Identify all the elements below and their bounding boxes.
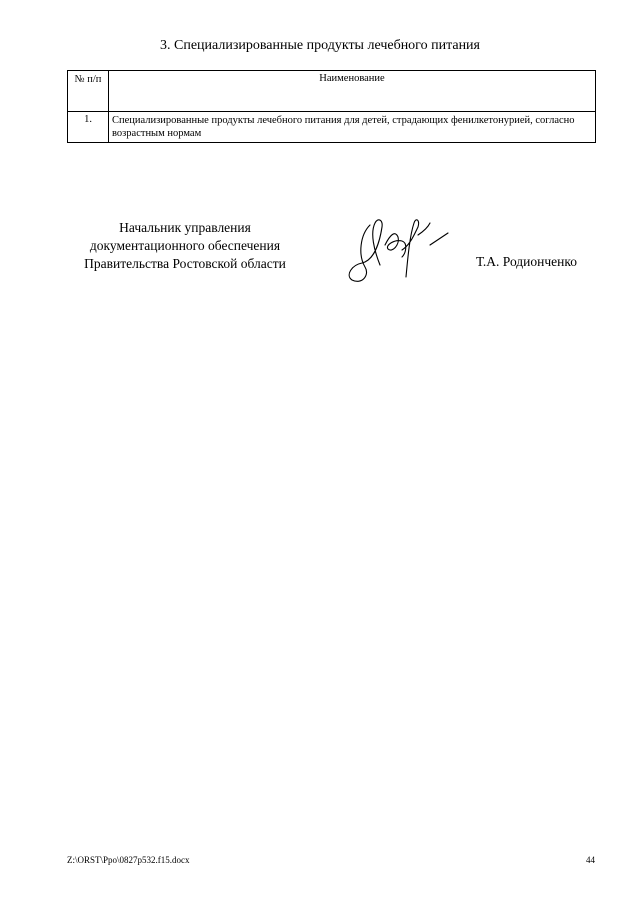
title-line-1: Начальник управления [119, 220, 251, 235]
title-line-2: документационного обеспечения [89, 238, 281, 253]
table-header-row [68, 71, 596, 112]
row-name: Специализированные продукты лечебного питания для детей, страдающих фенилкетонурией, согласно возрастным нормам [109, 112, 596, 143]
handwritten-signature [340, 205, 455, 290]
footer-file-path: Z:\ORST\Ppo\0827p532.f15.docx [67, 855, 190, 865]
page-number: 44 [586, 855, 595, 865]
signature-title-block [65, 219, 305, 273]
section-title: 3. Специализированные продукты лечебного питания [160, 38, 480, 53]
table-row [68, 112, 596, 143]
title-line-3: Правительства Ростовской области [84, 256, 286, 271]
row-num: 1. [68, 112, 109, 143]
header-num: № п/п [68, 71, 109, 112]
signer-name: Т.А. Родионченко [476, 254, 577, 269]
header-name: Наименование [109, 71, 596, 112]
products-table [67, 70, 596, 143]
